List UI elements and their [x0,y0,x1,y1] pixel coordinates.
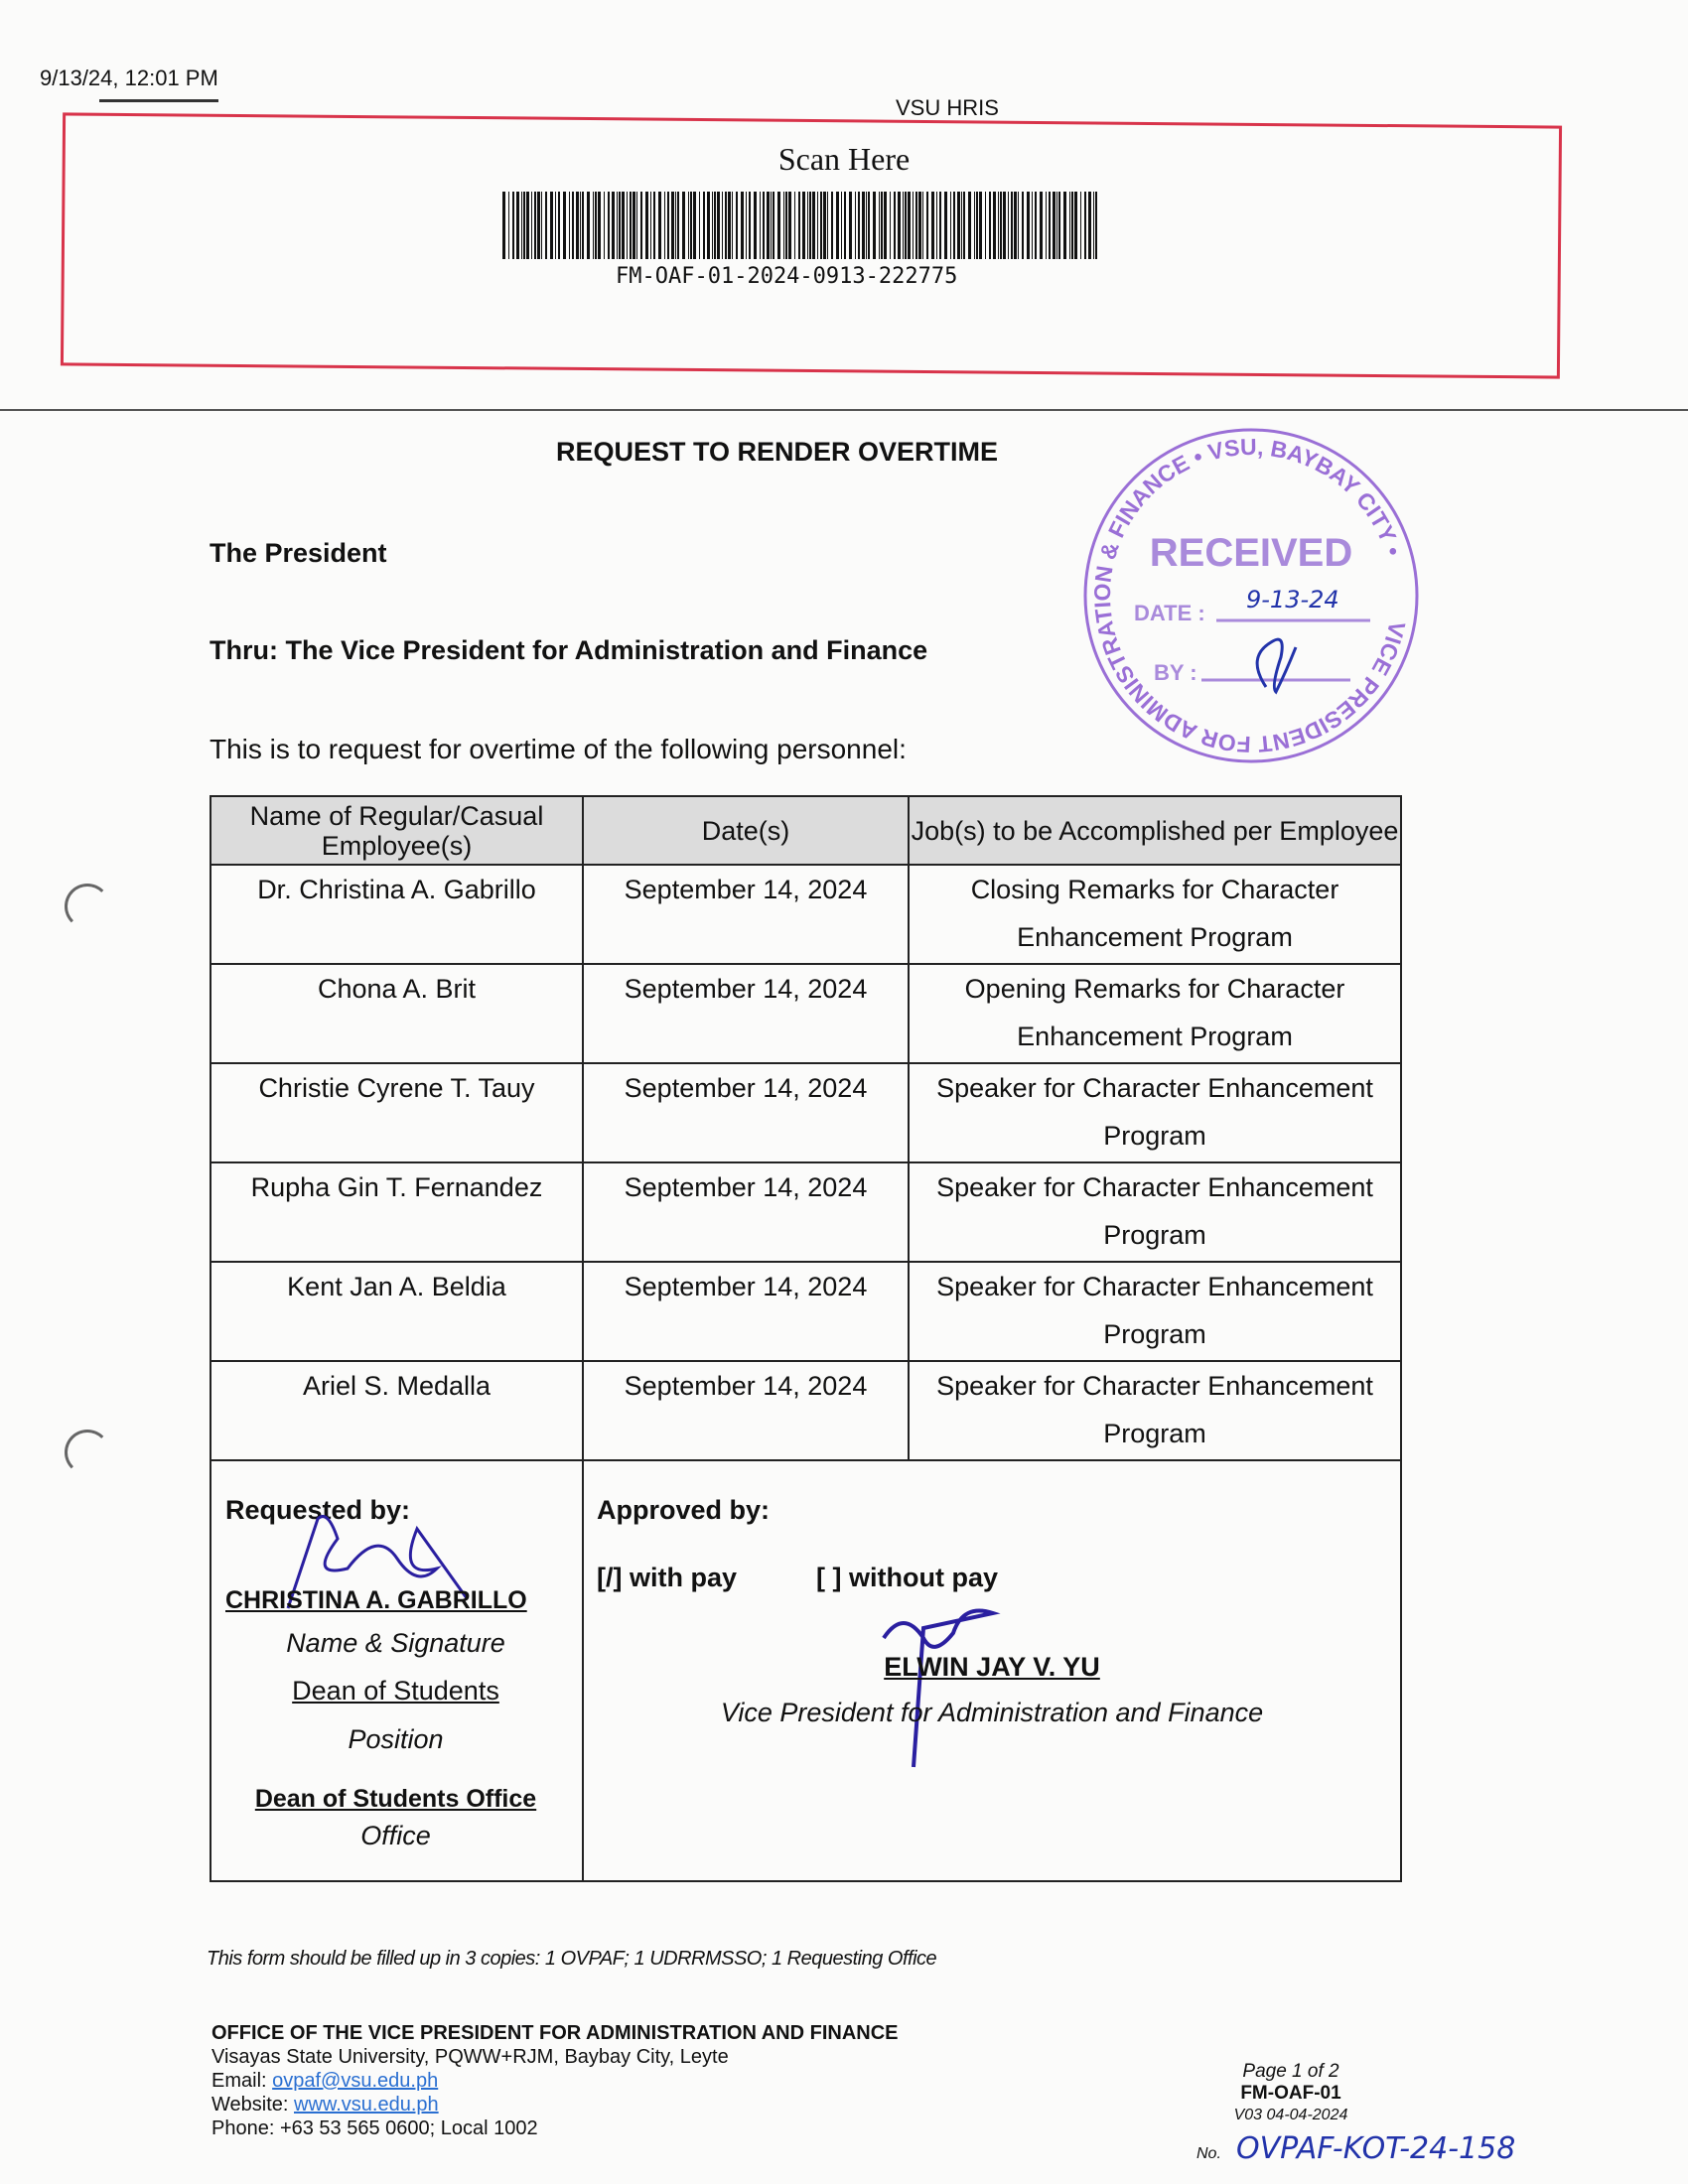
email-label: Email: [211,2070,273,2092]
barcode-bar [598,192,601,259]
barcode-bar [998,192,999,259]
barcode-bar [763,192,765,259]
barcode-bar [1074,192,1077,259]
barcode-bar [1011,192,1013,259]
barcode-bar [777,192,780,259]
office-name: OFFICE OF THE VICE PRESIDENT FOR ADMINISTRATION AND FINANCE [211,2022,899,2044]
barcode-bar [866,192,867,259]
barcode-text: FM-OAF-01-2024-0913-222775 [616,264,958,289]
cell-name: Ariel S. Medalla [211,1361,583,1460]
barcode-bar [612,192,615,259]
barcode-bar [569,192,570,259]
barcode-bar [898,192,901,259]
barcode-bar [580,192,581,259]
barcode-bar [950,192,951,259]
barcode-bar [961,192,962,259]
copies-note: This form should be filled up in 3 copies: 1 OVPAF; 1 UDRRMSSO; 1 Requesting Office [207,1948,937,1970]
barcode-bar [985,192,986,259]
barcode-bar [794,192,795,259]
addressee: The President [210,538,387,568]
barcode-bar [884,192,887,259]
barcode-bar [918,192,921,259]
stamp-date: 9-13-24 [1246,586,1339,614]
barcode-bar [746,192,747,259]
barcode-bar [809,192,811,259]
barcode-bar [604,192,605,259]
barcode-bar [617,192,618,259]
barcode-bar [582,192,584,259]
barcode-bar [576,192,579,259]
barcode-bar [693,192,696,259]
table-row [211,1262,1401,1361]
page-info [1192,2061,1390,2126]
table-row [211,865,1401,964]
barcode-bar [1040,192,1043,259]
barcode-bar [1095,192,1097,259]
barcode-bar [682,192,685,259]
barcode-bar [555,192,556,259]
cell-date: September 14, 2024 [583,964,909,1063]
barcode-bar [855,192,856,259]
barcode-bar [974,192,975,259]
barcode-bar [736,192,738,259]
barcode-bar [868,192,870,259]
barcode-bar [1022,192,1024,259]
barcode-bar [1000,192,1002,259]
barcode-bar [677,192,679,259]
barcode-bar [595,192,597,259]
barcode-bar [1056,192,1057,259]
barcode-bar [508,192,509,259]
barcode-bar [788,192,791,259]
office-caption: Office [360,1821,431,1850]
barcode-bar [741,192,744,259]
cell-job: Speaker for Character Enhancement Program [909,1162,1401,1262]
barcode-bar [537,192,540,259]
barcode-bar [1046,192,1047,259]
barcode-bar [1014,192,1017,259]
office-address: Visayas State University, PQWW+RJM, Baybay City, Leyte [211,2046,729,2068]
barcode-bar [783,192,784,259]
barcode-bar [622,192,625,259]
barcode-bar [812,192,815,259]
barcode-bar [1071,192,1073,259]
cell-job: Speaker for Character Enhancement Program [909,1262,1401,1361]
barcode-bar [630,192,632,259]
barcode-bar [1053,192,1055,259]
stamp-ring-text: VICE PRESIDENT FOR ADMINISTRATION & FINANCE • VSU, BAYBAY CITY • [1088,433,1411,758]
barcode-bar [908,192,911,259]
stamp-received: RECEIVED [1149,531,1353,575]
website-label: Website: [211,2094,294,2116]
barcode-bar [608,192,610,259]
barcode-bar [1084,192,1086,259]
approver-signature [854,1588,1082,1777]
cell-name: Christie Cyrene T. Tauy [211,1063,583,1162]
cell-name: Dr. Christina A. Gabrillo [211,865,583,964]
received-stamp [1082,427,1420,764]
barcode-bar [936,192,937,259]
barcode-bar [534,192,536,259]
barcode-bar [979,192,982,259]
barcode-bar [754,192,757,259]
approver-name: ELWIN JAY V. YU [884,1652,1100,1682]
intro-text: This is to request for overtime of the following personnel: [210,734,907,764]
barcode-bar [1035,192,1037,259]
system-name: VSU HRIS [896,95,999,120]
barcode-bar [714,192,716,259]
print-timestamp: 9/13/24, 12:01 PM [40,66,218,90]
cell-date: September 14, 2024 [583,1063,909,1162]
number-label: No. [1196,2145,1221,2162]
barcode-bar [905,192,907,259]
requested-label: Requested by: [225,1495,411,1525]
barcode-bar [658,192,661,259]
barcode-bar [767,192,770,259]
stamp-date-label: DATE : [1134,601,1205,625]
barcode-bar [563,192,566,259]
barcode-bar [703,192,705,259]
barcode-bar [881,192,883,259]
barcode-bar [823,192,826,259]
cell-date: September 14, 2024 [583,1262,909,1361]
barcode-bar [844,192,846,259]
barcode-bar [664,192,665,259]
scan-label: Scan Here [777,141,911,177]
barcode-bar [653,192,655,259]
barcode-bar [913,192,914,259]
barcode-bar [922,192,923,259]
approved-label: Approved by: [597,1495,771,1525]
personnel-table [210,795,1402,1461]
barcode-bar [944,192,947,259]
barcode-bar [587,192,590,259]
barcode-bar [894,192,896,259]
barcode-bar [732,192,733,259]
barcode-bar [903,192,904,259]
barcode-bar [541,192,542,259]
barcode-bar [728,192,731,259]
barcode-bar [593,192,594,259]
name-caption: Name & Signature [286,1628,505,1658]
barcode-bar [699,192,700,259]
barcode-bar [849,192,852,259]
office-phone: Phone: +63 53 565 0600; Local 1002 [211,2117,538,2139]
barcode-bar [827,192,828,259]
office-block [211,2021,898,2140]
barcode-bar [690,192,692,259]
barcode-bar [771,192,772,259]
requester-office: Dean of Students Office [254,1785,537,1813]
divider [0,409,1688,411]
requester-name: CHRISTINA A. GABRILLO [225,1586,527,1614]
barcode-bar [879,192,880,259]
punch-hole [65,884,110,929]
barcode-bar [1093,192,1094,259]
table-row [211,964,1401,1063]
barcode-bar [558,192,560,259]
barcode-bar [858,192,860,259]
barcode-bar [1080,192,1081,259]
barcode-bar [760,192,761,259]
barcode-bar [712,192,713,259]
barcode-bar [931,192,934,259]
barcode-bar [521,192,522,259]
control-number: OVPAF-KOT-24-158 [1236,2131,1516,2166]
barcode-bar [1027,192,1030,259]
barcode-bar [993,192,996,259]
barcode-bar [785,192,787,259]
barcode-bar [550,192,553,259]
punch-hole [65,1430,110,1475]
table-row [211,1063,1401,1162]
form-code: FM-OAF-01 [1240,2083,1341,2104]
stamp-by-label: BY : [1154,660,1197,685]
barcode-bar [675,192,676,259]
form-version: V03 04-04-2024 [1233,2107,1348,2123]
cell-name: Rupha Gin T. Fernandez [211,1162,583,1262]
barcode-bar [1088,192,1091,259]
barcode-bar [836,192,839,259]
barcode-bar [667,192,669,259]
barcode-bar [531,192,532,259]
cell-date: September 14, 2024 [583,1162,909,1262]
without-pay-checkbox[interactable]: [ ] without pay [816,1563,998,1592]
header-jobs: Job(s) to be Accomplished per Employee [909,796,1401,865]
barcode-bar [939,192,941,259]
approver-title: Vice President for Administration and Finance [720,1698,1264,1727]
barcode-bar [1008,192,1009,259]
header-dates: Date(s) [583,796,909,865]
barcode-bar [862,192,865,259]
barcode-bar [645,192,648,259]
cell-job: Closing Remarks for Character Enhancement Program [909,865,1401,964]
barcode-bar [749,192,751,259]
barcode-bar [619,192,621,259]
barcode-bar [640,192,642,259]
page-number: Page 1 of 2 [1242,2061,1339,2082]
barcode-bar [798,192,800,259]
barcode-bar [957,192,960,259]
barcode-bar [545,192,547,259]
barcode-bar [572,192,574,259]
barcode-bar [1058,192,1060,259]
barcode-bar [963,192,965,259]
barcode-bar [1063,192,1066,259]
stamp-signature [1257,639,1296,692]
barcode-bar [1069,192,1070,259]
barcode-bar [722,192,723,259]
table-header [211,796,1401,865]
barcode-bar [773,192,774,259]
barcode-bar [502,192,505,259]
table-row [211,1361,1401,1460]
barcode-bar [1032,192,1033,259]
barcode-bar [820,192,822,259]
barcode-bar [627,192,628,259]
barcode-bar [650,192,651,259]
barcode-bar [523,192,525,259]
website-link[interactable]: www.vsu.edu.ph [294,2094,439,2116]
barcode-icon [502,192,1122,259]
cell-name: Kent Jan A. Beldia [211,1262,583,1361]
barcode-bar [516,192,519,259]
barcode-bar [717,192,720,259]
barcode-bar [633,192,635,259]
divider [99,99,218,102]
barcode-bar [817,192,818,259]
barcode-bar [807,192,808,259]
barcode-bar [831,192,833,259]
barcode-bar [636,192,637,259]
barcode-bar [873,192,876,259]
cell-job: Speaker for Character Enhancement Program [909,1361,1401,1460]
table-row [211,1162,1401,1262]
barcode-bar [1049,192,1051,259]
form-title: REQUEST TO RENDER OVERTIME [556,437,999,467]
requester-position: Dean of Students [292,1676,499,1706]
barcode-bar [526,192,529,259]
barcode-bar [968,192,971,259]
thru-line: Thru: The Vice President for Administration and Finance [210,635,928,665]
barcode-bar [725,192,727,259]
barcode-bar [915,192,917,259]
barcode-bar [926,192,928,259]
cell-date: September 14, 2024 [583,1361,909,1460]
barcode-bar [802,192,805,259]
cell-job: Opening Remarks for Character Enhancement Program [909,964,1401,1063]
barcode-bar [1018,192,1019,259]
barcode-bar [512,192,514,259]
barcode-bar [976,192,978,259]
barcode-bar [688,192,689,259]
with-pay-checkbox[interactable]: [/] with pay [597,1563,737,1592]
barcode-bar [953,192,955,259]
cell-date: September 14, 2024 [583,865,909,964]
header-name: Name of Regular/Casual Employee(s) [211,796,583,865]
email-link[interactable]: ovpaf@vsu.edu.ph [272,2070,439,2092]
barcode-bar [707,192,710,259]
barcode-bar [890,192,891,259]
cell-name: Chona A. Brit [211,964,583,1063]
position-caption: Position [348,1724,444,1754]
barcode-bar [1003,192,1006,259]
cell-job: Speaker for Character Enhancement Program [909,1063,1401,1162]
barcode-bar [841,192,842,259]
barcode-bar [671,192,674,259]
barcode-bar [989,192,991,259]
